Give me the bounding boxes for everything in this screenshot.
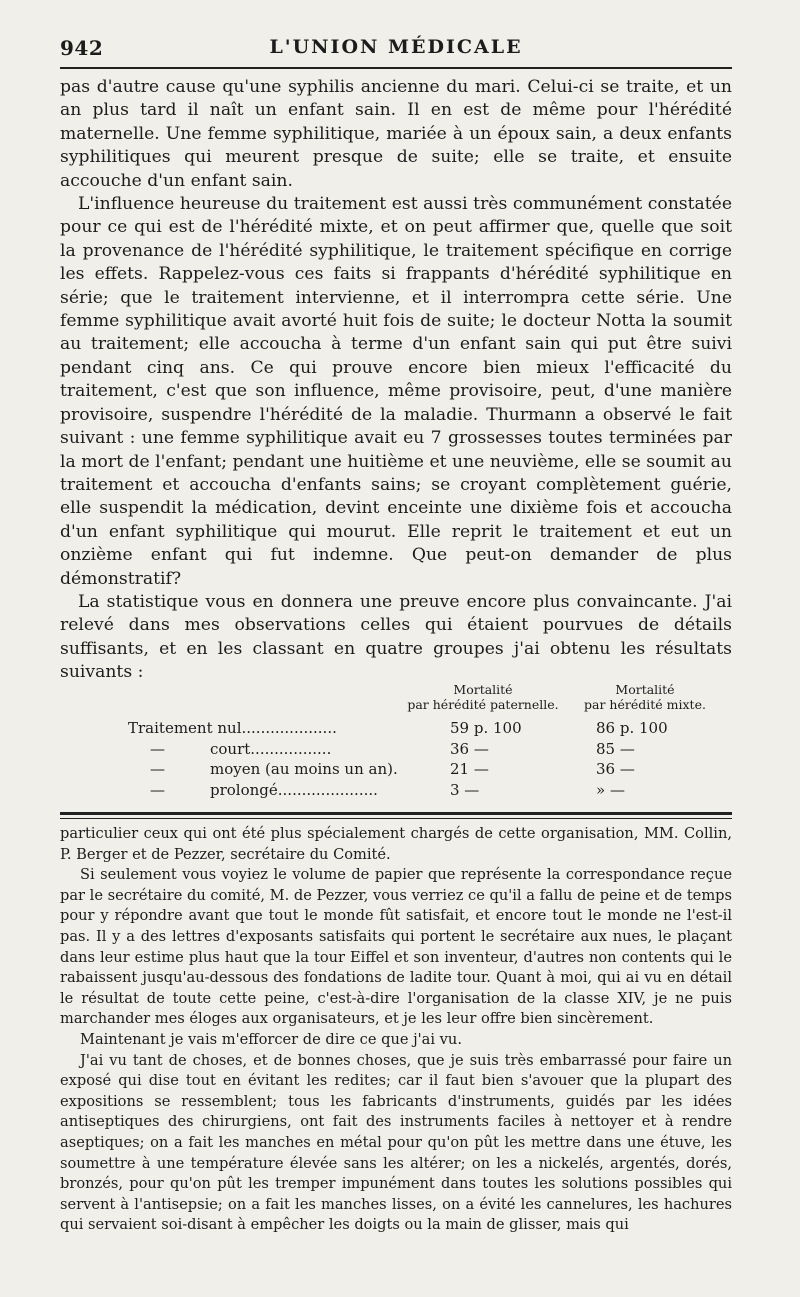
page-number: 942 xyxy=(60,36,104,60)
journal-title: L'UNION MÉDICALE xyxy=(269,36,523,58)
mixed-value: 85 — xyxy=(596,739,635,758)
column-header-mixed: Mortalité par hérédité mixte. xyxy=(584,682,706,712)
paternal-value: 59 p. 100 xyxy=(450,719,522,737)
table-row xyxy=(60,780,732,801)
table-row xyxy=(60,718,732,739)
paragraph: particulier ceux qui ont été plus spécialement chargés de cette organisation, MM. Collin, P. Berger et de Pezzer, secrétaire du Comité. xyxy=(60,825,732,863)
mixed-value: 36 — xyxy=(596,760,635,778)
section-divider xyxy=(60,812,732,815)
row-label: court................. xyxy=(210,739,332,758)
ditto-dash: — xyxy=(150,739,165,758)
paternal-value: 3 — xyxy=(450,780,480,799)
mixed-value: » — xyxy=(596,780,625,799)
header-rule xyxy=(60,67,732,69)
row-label: prolongé..................... xyxy=(210,780,378,799)
section-divider xyxy=(60,818,732,819)
paternal-value: 21 — xyxy=(450,760,489,778)
row-label: moyen (au moins un an). xyxy=(210,760,398,778)
paragraph: J'ai vu tant de choses, et de bonnes choses, que je suis très embarrassé pour faire un exposé qui dise tout en évitant les redites; car il faut bien s'avouer que la plupart des expositions se ressemblent; tous les fabricants d'instruments, guidés par les idées antiseptiques des chirurgiens, ont fait des instruments faciles à nettoyer et à rendre aseptiques; on a fait les manches en métal pour qu'on pût les mettre dans une étuve, les soumettre à une température élevée sans les altérer; on les a nickelés, argentés, dorés, bronzés, pour qu'on pût les tremper impunément dans toutes les solutions possibles qui servent à l'antisepsie; on a fait les manches lisses, on a évité les cannelures, les hachures qui servaient soi-disant à empêcher les doigts ou la main de glisser, mais qui xyxy=(60,1051,732,1234)
ditto-dash: — xyxy=(150,780,165,799)
table-row xyxy=(60,739,732,760)
main-text xyxy=(60,76,732,685)
paragraph: Maintenant je vais m'efforcer de dire ce que j'ai vu. xyxy=(80,1030,462,1048)
mixed-value: 86 p. 100 xyxy=(596,719,668,737)
column-header-paternal: Mortalité par hérédité paternelle. xyxy=(407,682,559,712)
paternal-value: 36 — xyxy=(450,739,489,758)
feuilleton-text xyxy=(60,824,732,1236)
mortality-table xyxy=(60,682,732,800)
table-row xyxy=(60,759,732,780)
paragraph: Si seulement vous voyiez le volume de papier que représente la correspondance reçue par le secrétaire du comité, M. de Pezzer, vous verriez ce qu'il a fallu de peine et de temps pour y répondre avant que tout le monde fût satisfait, et encore tout le monde ne l'est-il pas. Il y a des lettres d'exposants satisfaits qui portent le secrétaire aux nues, le plaçant dans leur estime plus haut que la tour Eiffel et son inventeur, d'autres non contents qui le rabaissent jusqu'au-dessous des fondations de ladite tour. Quant à moi, qui ai vu en détail le résultat de toute cette peine, c'est-à-dire l'organisation de la classe XIV, je ne puis marchander mes éloges aux organisateurs, et je les leur offre bien sincèrement. xyxy=(60,866,732,1028)
paragraph: pas d'autre cause qu'une syphilis ancienne du mari. Celui-ci se traite, et un an plus tard il naît un enfant sain. Il en est de même pour l'hérédité maternelle. Une femme syphilitique, mariée à un époux sain, a deux enfants syphilitiques qui meurent presque de suite; elle se traite, et ensuite accouche d'un enfant sain. xyxy=(60,77,732,191)
page-header xyxy=(60,30,732,62)
ditto-dash: — xyxy=(150,760,165,778)
table-header xyxy=(60,682,732,718)
paragraph: L'influence heureuse du traitement est aussi très communément constatée pour ce qui est de l'hérédité mixte, et on peut affirmer que, quelle que soit la provenance de l'hérédité syphilitique, le traitement spécifique en corrige les effets. Rappelez-vous ces faits si frappants d'hérédité syphilitique en série; que le traitement intervienne, et il interrompra cette série. Une femme syphilitique avait avorté huit fois de suite; le docteur Notta la soumit au traitement; elle accoucha à terme d'un enfant sain qui put être suivi pendant cinq ans. Ce qui prouve encore bien mieux l'efficacité du traitement, c'est que son influence, même provisoire, peut, d'une manière provisoire, suspendre l'hérédité de la maladie. Thurmann a observé le fait suivant : une femme syphilitique avait eu 7 grossesses toutes terminées par la mort de l'enfant; pendant une huitième et une neuvième, elle se soumit au traitement et accoucha d'enfants sains; se croyant complètement guérie, elle suspendit la médication, devint enceinte une dixième fois et accoucha d'un enfant syphilitique qui mourut. Elle reprit le traitement et eut un onzième enfant qui fut indemne. Que peut-on demander de plus démonstratif? xyxy=(60,194,732,589)
paragraph: La statistique vous en donnera une preuve encore plus convaincante. J'ai relevé dans mes observations celles qui étaient pourvues de détails suffisants, et en les classant en quatre groupes j'ai obtenu les résultats suivants : xyxy=(60,591,732,683)
row-label: Traitement nul.................... xyxy=(128,719,337,737)
